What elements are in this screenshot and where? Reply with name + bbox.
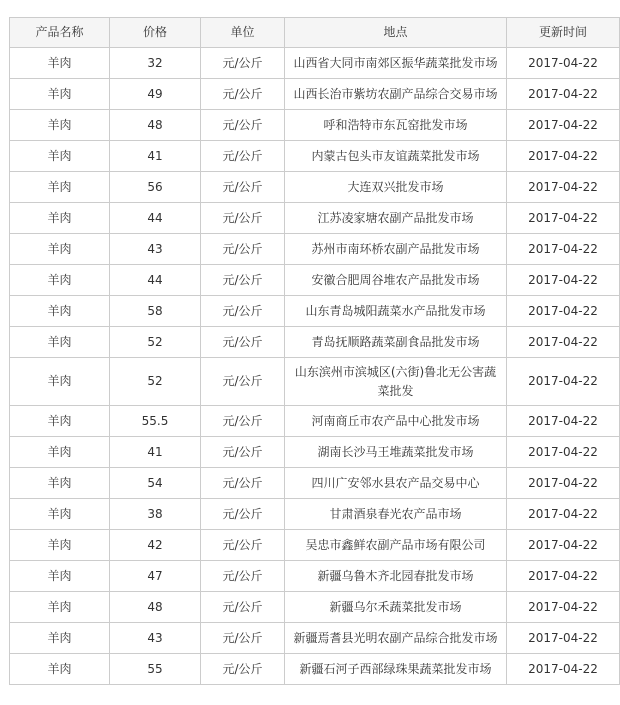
table-row <box>10 468 620 499</box>
cell-price: 48 <box>110 110 201 141</box>
cell-date: 2017-04-22 <box>507 110 620 141</box>
cell-location: 安徽合肥周谷堆农产品批发市场 <box>285 265 507 296</box>
table-row <box>10 406 620 437</box>
table-row <box>10 234 620 265</box>
cell-location: 甘肃酒泉春光农产品市场 <box>285 499 507 530</box>
cell-unit: 元/公斤 <box>201 265 285 296</box>
cell-unit: 元/公斤 <box>201 530 285 561</box>
header-date: 更新时间 <box>507 18 620 48</box>
cell-product: 羊肉 <box>10 296 110 327</box>
cell-unit: 元/公斤 <box>201 141 285 172</box>
cell-location: 内蒙古包头市友谊蔬菜批发市场 <box>285 141 507 172</box>
cell-product: 羊肉 <box>10 499 110 530</box>
cell-unit: 元/公斤 <box>201 234 285 265</box>
table-row <box>10 296 620 327</box>
header-product: 产品名称 <box>10 18 110 48</box>
cell-unit: 元/公斤 <box>201 406 285 437</box>
cell-price: 55 <box>110 654 201 685</box>
cell-location: 山西长治市紫坊农副产品综合交易市场 <box>285 79 507 110</box>
cell-unit: 元/公斤 <box>201 172 285 203</box>
cell-location: 苏州市南环桥农副产品批发市场 <box>285 234 507 265</box>
cell-date: 2017-04-22 <box>507 79 620 110</box>
cell-price: 52 <box>110 358 201 406</box>
cell-product: 羊肉 <box>10 530 110 561</box>
price-table-container <box>9 17 620 685</box>
cell-location: 河南商丘市农产品中心批发市场 <box>285 406 507 437</box>
cell-price: 54 <box>110 468 201 499</box>
cell-product: 羊肉 <box>10 79 110 110</box>
cell-product: 羊肉 <box>10 406 110 437</box>
cell-location: 新疆石河子西部绿珠果蔬菜批发市场 <box>285 654 507 685</box>
cell-location: 江苏凌家塘农副产品批发市场 <box>285 203 507 234</box>
table-row <box>10 327 620 358</box>
cell-product: 羊肉 <box>10 437 110 468</box>
cell-location: 山东滨州市滨城区(六街)鲁北无公害蔬菜批发 <box>285 358 507 406</box>
table-row <box>10 561 620 592</box>
table-row <box>10 172 620 203</box>
table-row <box>10 530 620 561</box>
header-row <box>10 18 620 48</box>
header-unit: 单位 <box>201 18 285 48</box>
table-row <box>10 654 620 685</box>
cell-unit: 元/公斤 <box>201 79 285 110</box>
cell-unit: 元/公斤 <box>201 654 285 685</box>
table-row <box>10 141 620 172</box>
cell-date: 2017-04-22 <box>507 437 620 468</box>
cell-product: 羊肉 <box>10 623 110 654</box>
cell-date: 2017-04-22 <box>507 358 620 406</box>
table-row <box>10 110 620 141</box>
cell-unit: 元/公斤 <box>201 110 285 141</box>
table-row <box>10 48 620 79</box>
cell-location: 新疆乌尔禾蔬菜批发市场 <box>285 592 507 623</box>
cell-unit: 元/公斤 <box>201 623 285 654</box>
cell-date: 2017-04-22 <box>507 296 620 327</box>
table-row <box>10 623 620 654</box>
cell-unit: 元/公斤 <box>201 358 285 406</box>
table-row <box>10 437 620 468</box>
cell-price: 32 <box>110 48 201 79</box>
cell-unit: 元/公斤 <box>201 561 285 592</box>
cell-date: 2017-04-22 <box>507 141 620 172</box>
cell-price: 48 <box>110 592 201 623</box>
cell-location: 青岛抚顺路蔬菜副食品批发市场 <box>285 327 507 358</box>
cell-price: 43 <box>110 623 201 654</box>
cell-date: 2017-04-22 <box>507 265 620 296</box>
cell-price: 43 <box>110 234 201 265</box>
cell-unit: 元/公斤 <box>201 296 285 327</box>
cell-date: 2017-04-22 <box>507 561 620 592</box>
table-row <box>10 203 620 234</box>
cell-price: 41 <box>110 437 201 468</box>
cell-unit: 元/公斤 <box>201 592 285 623</box>
table-row <box>10 358 620 406</box>
cell-location: 湖南长沙马王堆蔬菜批发市场 <box>285 437 507 468</box>
cell-product: 羊肉 <box>10 141 110 172</box>
header-price: 价格 <box>110 18 201 48</box>
cell-date: 2017-04-22 <box>507 468 620 499</box>
cell-date: 2017-04-22 <box>507 654 620 685</box>
cell-product: 羊肉 <box>10 358 110 406</box>
cell-unit: 元/公斤 <box>201 437 285 468</box>
cell-location: 吴忠市鑫鲜农副产品市场有限公司 <box>285 530 507 561</box>
cell-location: 大连双兴批发市场 <box>285 172 507 203</box>
cell-product: 羊肉 <box>10 110 110 141</box>
cell-price: 52 <box>110 327 201 358</box>
cell-price: 44 <box>110 203 201 234</box>
cell-date: 2017-04-22 <box>507 327 620 358</box>
cell-product: 羊肉 <box>10 265 110 296</box>
table-row <box>10 265 620 296</box>
cell-date: 2017-04-22 <box>507 406 620 437</box>
header-location: 地点 <box>285 18 507 48</box>
table-row <box>10 592 620 623</box>
cell-location: 新疆焉耆县光明农副产品综合批发市场 <box>285 623 507 654</box>
cell-price: 49 <box>110 79 201 110</box>
cell-price: 55.5 <box>110 406 201 437</box>
cell-unit: 元/公斤 <box>201 48 285 79</box>
price-table <box>9 17 620 685</box>
cell-product: 羊肉 <box>10 592 110 623</box>
cell-unit: 元/公斤 <box>201 499 285 530</box>
cell-date: 2017-04-22 <box>507 499 620 530</box>
cell-product: 羊肉 <box>10 203 110 234</box>
cell-unit: 元/公斤 <box>201 203 285 234</box>
cell-price: 38 <box>110 499 201 530</box>
cell-product: 羊肉 <box>10 654 110 685</box>
cell-date: 2017-04-22 <box>507 203 620 234</box>
cell-date: 2017-04-22 <box>507 530 620 561</box>
cell-location: 山西省大同市南郊区振华蔬菜批发市场 <box>285 48 507 79</box>
cell-product: 羊肉 <box>10 48 110 79</box>
cell-date: 2017-04-22 <box>507 592 620 623</box>
cell-product: 羊肉 <box>10 468 110 499</box>
table-row <box>10 499 620 530</box>
cell-price: 42 <box>110 530 201 561</box>
cell-product: 羊肉 <box>10 172 110 203</box>
cell-location: 新疆乌鲁木齐北园春批发市场 <box>285 561 507 592</box>
cell-price: 44 <box>110 265 201 296</box>
table-row <box>10 79 620 110</box>
cell-location: 呼和浩特市东瓦窑批发市场 <box>285 110 507 141</box>
cell-price: 58 <box>110 296 201 327</box>
cell-price: 41 <box>110 141 201 172</box>
table-body <box>10 48 620 685</box>
cell-date: 2017-04-22 <box>507 172 620 203</box>
cell-unit: 元/公斤 <box>201 468 285 499</box>
cell-product: 羊肉 <box>10 234 110 265</box>
cell-price: 47 <box>110 561 201 592</box>
cell-product: 羊肉 <box>10 327 110 358</box>
cell-product: 羊肉 <box>10 561 110 592</box>
cell-location: 四川广安邻水县农产品交易中心 <box>285 468 507 499</box>
cell-date: 2017-04-22 <box>507 234 620 265</box>
cell-unit: 元/公斤 <box>201 327 285 358</box>
cell-price: 56 <box>110 172 201 203</box>
cell-date: 2017-04-22 <box>507 623 620 654</box>
cell-date: 2017-04-22 <box>507 48 620 79</box>
cell-location: 山东青岛城阳蔬菜水产品批发市场 <box>285 296 507 327</box>
table-header <box>10 18 620 48</box>
